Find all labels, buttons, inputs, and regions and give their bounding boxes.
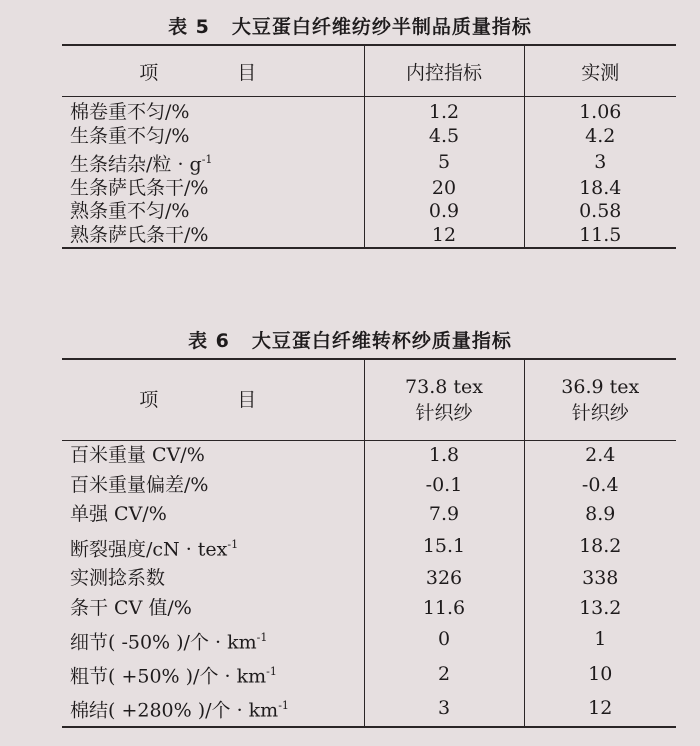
table5-item: 熟条萨氏条干/% <box>70 223 209 246</box>
table6-item: 细节( -50% )/个 · km <box>70 631 257 654</box>
table6-item-cell <box>62 657 364 691</box>
table6-item-cell <box>62 530 364 564</box>
table5-item: 棉卷重不匀/% <box>70 101 190 124</box>
superscript: -1 <box>266 665 277 679</box>
table6-item: 单强 CV/% <box>70 503 167 526</box>
table6-item-cell <box>62 691 364 726</box>
table6-caption-number: 表 6 <box>188 330 230 352</box>
table6-value-73tex: 1.8 <box>364 441 524 471</box>
table6-header-36tex <box>524 359 676 441</box>
table-row <box>62 593 676 623</box>
table5-header-control: 内控指标 <box>364 45 524 97</box>
table6-value-36tex: 18.2 <box>524 530 676 564</box>
table-row <box>62 441 676 471</box>
table-row <box>62 148 676 176</box>
superscript: -1 <box>256 630 268 644</box>
table-row <box>62 564 676 594</box>
table5-measured: 0.58 <box>524 200 676 224</box>
table-row <box>62 200 676 224</box>
superscript: -1 <box>278 699 289 713</box>
table-row <box>62 500 676 530</box>
header-line: 36.9 tex <box>561 376 640 398</box>
table6-value-36tex: 1 <box>524 623 676 657</box>
table5-measured: 1.06 <box>524 97 676 125</box>
table5-control: 0.9 <box>364 200 524 224</box>
table5-measured: 3 <box>524 148 676 176</box>
table5-item: 熟条重不匀/% <box>70 200 190 223</box>
table6-item: 百米重量偏差/% <box>70 473 209 496</box>
table6-value-73tex: 15.1 <box>364 530 524 564</box>
table6-item: 实测捻系数 <box>70 567 166 590</box>
table5-item: 生条结杂/粒 · g <box>70 153 202 176</box>
table5 <box>62 44 676 249</box>
table5-caption <box>0 12 700 39</box>
table6 <box>62 358 676 728</box>
header-line: 针织纱 <box>415 402 473 424</box>
table-row <box>62 530 676 564</box>
header-line: 73.8 tex <box>405 376 483 398</box>
table6-caption <box>0 326 700 353</box>
table5-measured: 4.2 <box>524 125 676 149</box>
table-row <box>62 223 676 248</box>
table-row <box>62 471 676 501</box>
table-row <box>62 125 676 149</box>
table6-value-36tex: 13.2 <box>524 593 676 623</box>
table5-control: 1.2 <box>364 97 524 125</box>
table5-caption-title: 大豆蛋白纤维纺纱半制品质量指标 <box>231 16 532 38</box>
table5-control: 4.5 <box>364 125 524 149</box>
table5-header-measured: 实测 <box>524 45 676 97</box>
superscript: -1 <box>201 153 213 166</box>
table5-measured: 18.4 <box>524 176 676 200</box>
table-row <box>62 97 676 125</box>
table5-item: 生条萨氏条干/% <box>70 176 209 199</box>
table6-value-73tex: -0.1 <box>364 471 524 501</box>
table6-item: 断裂强度/cN · tex <box>70 537 228 560</box>
table-row <box>62 623 676 657</box>
table6-value-36tex: 12 <box>524 691 676 726</box>
table6-value-73tex: 7.9 <box>364 500 524 530</box>
table5-header-row <box>62 45 676 97</box>
table6-value-36tex: 2.4 <box>524 441 676 471</box>
table6-item: 条干 CV 值/% <box>70 596 192 619</box>
table5-caption-number: 表 5 <box>168 16 210 38</box>
table-row <box>62 691 676 726</box>
table5-control: 20 <box>364 176 524 200</box>
table5-item-cell <box>62 148 364 176</box>
table5-header-item: 项 目 <box>62 45 364 97</box>
table6-value-36tex: 338 <box>524 564 676 594</box>
table5-control: 5 <box>364 148 524 176</box>
superscript: -1 <box>227 537 239 551</box>
table6-value-73tex: 326 <box>364 564 524 594</box>
table-row <box>62 657 676 691</box>
table6-caption-title: 大豆蛋白纤维转杯纱质量指标 <box>251 330 512 352</box>
table6-value-73tex: 11.6 <box>364 593 524 623</box>
table6-item: 百米重量 CV/% <box>70 444 205 467</box>
table6-header-73tex <box>364 359 524 441</box>
table-row <box>62 176 676 200</box>
table6-value-36tex: -0.4 <box>524 471 676 501</box>
table6-item-cell <box>62 623 364 657</box>
table6-value-73tex: 2 <box>364 657 524 691</box>
table6-header-row <box>62 359 676 441</box>
table6-value-36tex: 8.9 <box>524 500 676 530</box>
table6-value-36tex: 10 <box>524 657 676 691</box>
table6-value-73tex: 0 <box>364 623 524 657</box>
table6-header-item: 项 目 <box>62 359 364 441</box>
table5-item: 生条重不匀/% <box>70 124 190 147</box>
table5-control: 12 <box>364 223 524 248</box>
table6-item: 棉结( +280% )/个 · km <box>70 699 279 722</box>
header-line: 针织纱 <box>571 402 629 424</box>
table6-item: 粗节( +50% )/个 · km <box>70 665 267 688</box>
table6-value-73tex: 3 <box>364 691 524 726</box>
table5-measured: 11.5 <box>524 223 676 248</box>
